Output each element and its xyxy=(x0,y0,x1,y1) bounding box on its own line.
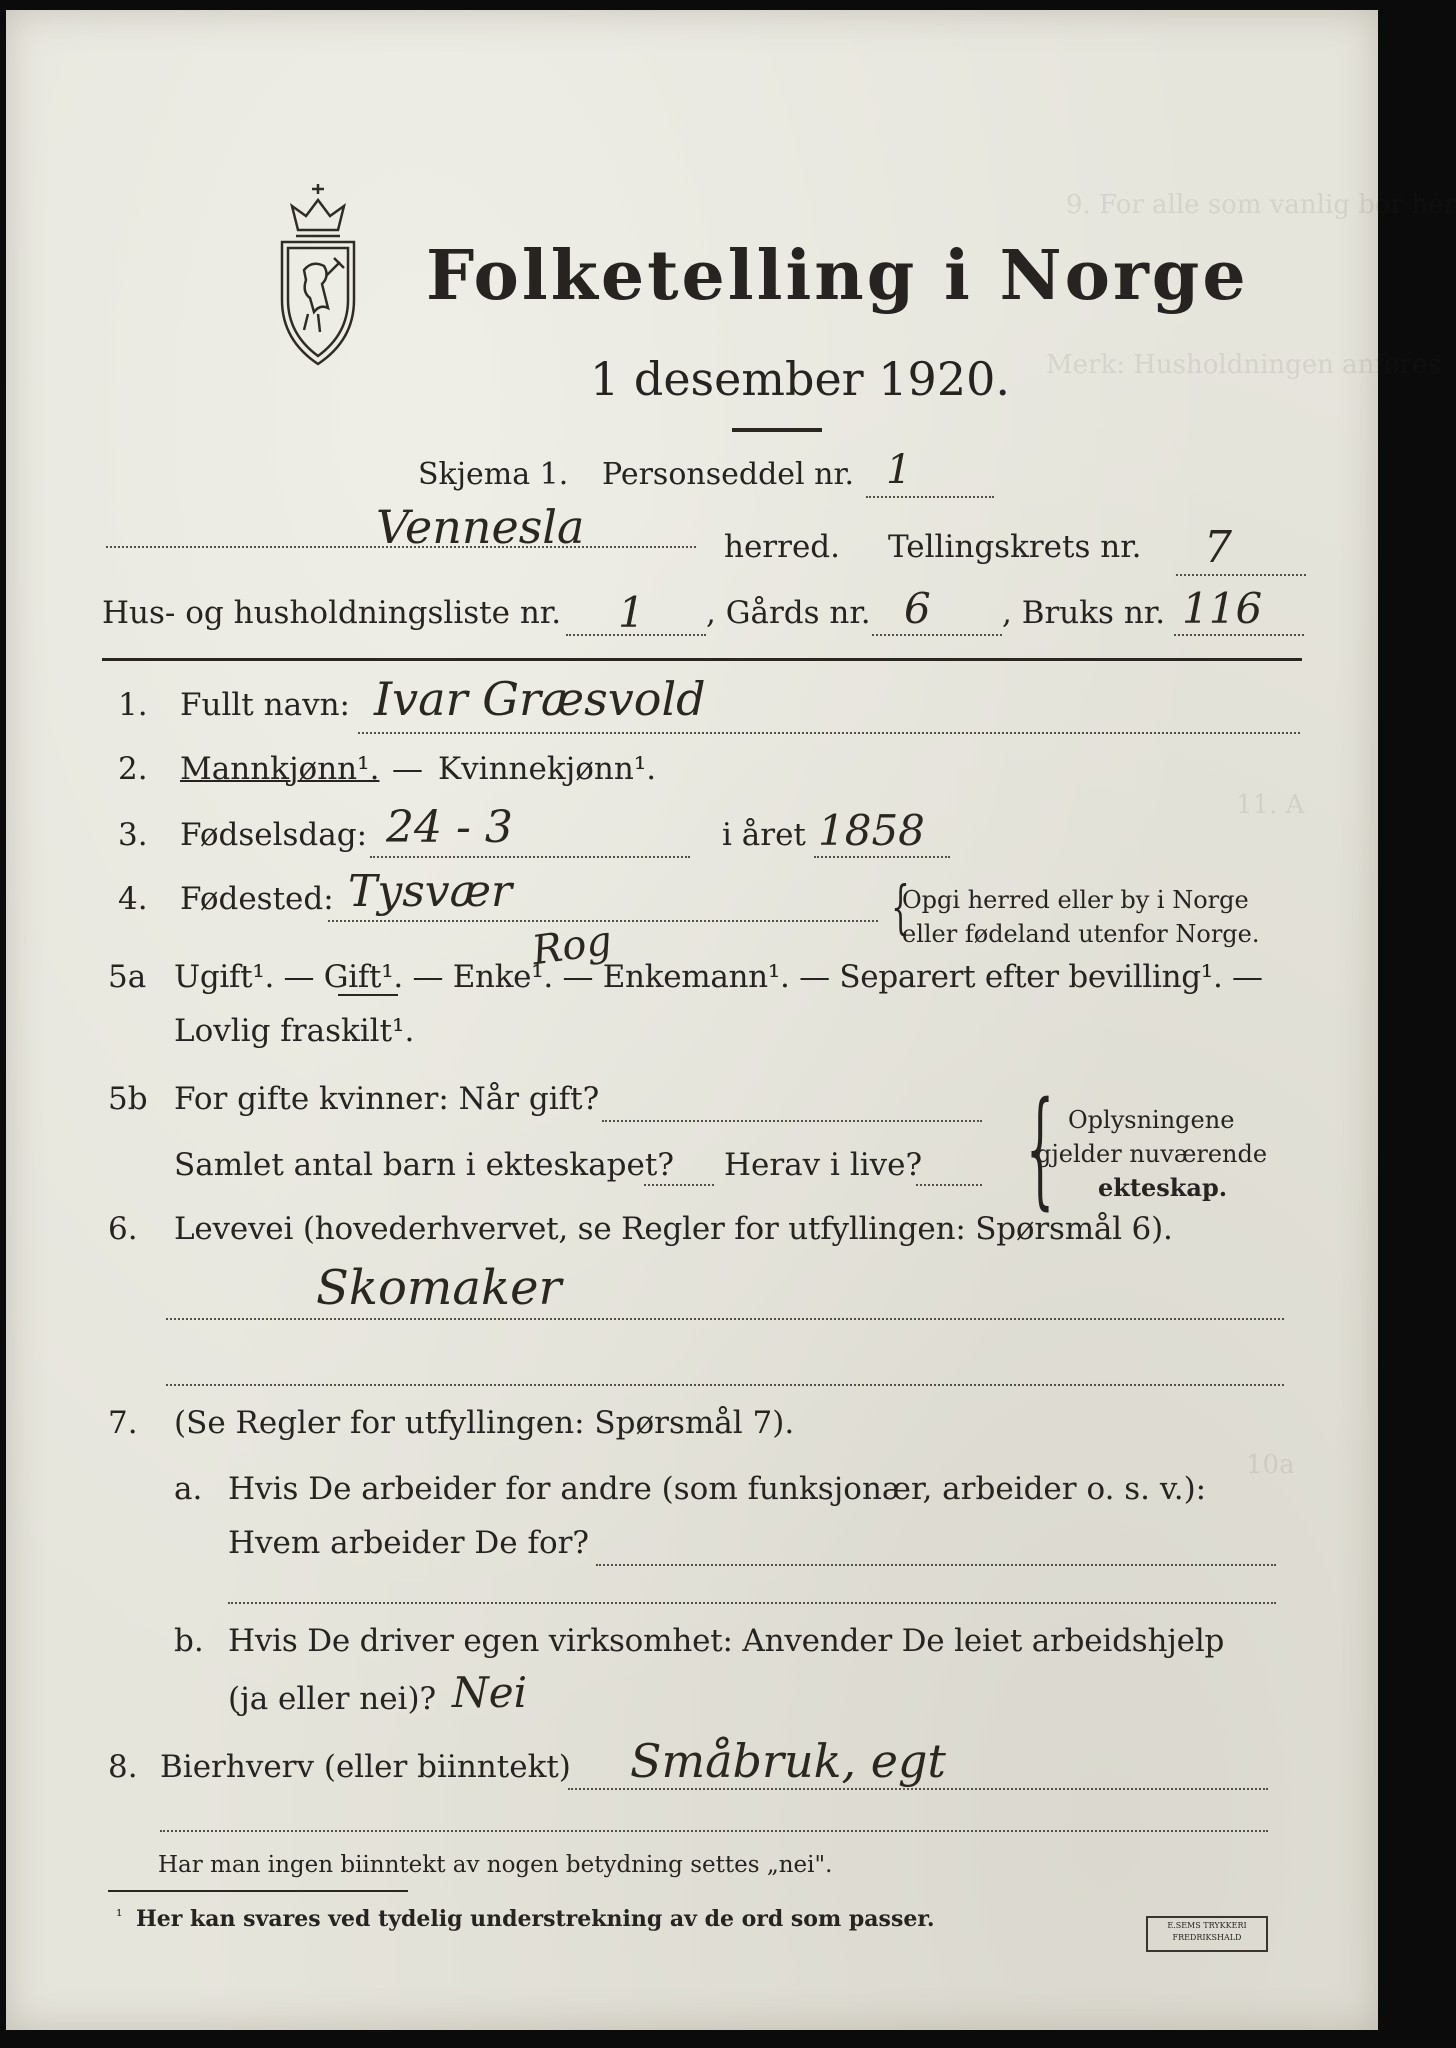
side-income-value[interactable]: Småbruk, egt xyxy=(630,1734,946,1788)
herred-label: herred. xyxy=(724,529,840,565)
q5b-alive-label: Herav i live? xyxy=(724,1147,923,1183)
bleed-through-text: Merk: Husholdningen anføres xyxy=(1046,350,1441,380)
q4-note-line1: Opgi herred eller by i Norge xyxy=(902,886,1249,914)
birthyear-value[interactable]: 1858 xyxy=(818,806,925,855)
marital-status-options[interactable]: Ugift¹. — Gift¹. — Enke¹. — Enkemann¹. — Separert efter bevilling¹. — xyxy=(174,959,1263,995)
printer-stamp-line2: FREDRIKSHALD xyxy=(1172,1933,1242,1942)
intro-separator xyxy=(102,658,1302,661)
gards-label: , Gårds nr. xyxy=(706,595,871,631)
q5a-number: 5a xyxy=(108,959,147,995)
q7a-letter: a. xyxy=(174,1471,203,1507)
full-name-value[interactable]: Ivar Græsvold xyxy=(374,672,706,726)
occupation-value[interactable]: Skomaker xyxy=(316,1260,562,1316)
form-date: 1 desember 1920. xyxy=(590,352,1010,406)
bleed-through-text: 9. For alle som vanlig bor her xyxy=(1066,190,1456,220)
q7a-line1: Hvis De arbeider for andre (som funksjonær, arbeider o. s. v.): xyxy=(228,1471,1207,1507)
q6-number: 6. xyxy=(108,1211,138,1247)
husliste-label: Hus- og husholdningsliste nr. xyxy=(102,595,562,631)
form-title: Folketelling i Norge xyxy=(426,236,1249,316)
marital-status-options-line2[interactable]: Lovlig fraskilt¹. xyxy=(174,1013,415,1049)
printer-stamp xyxy=(1146,1916,1268,1952)
hired-help-value[interactable]: Nei xyxy=(452,1668,528,1717)
q7b-line1: Hvis De driver egen virksomhet: Anvender De leiet arbeidshjelp xyxy=(228,1623,1225,1659)
q3-label: Fødselsdag: xyxy=(180,817,368,853)
side-income-note: Har man ingen biinntekt av nogen betydning settes „nei". xyxy=(158,1852,833,1878)
q1-line xyxy=(358,732,1300,734)
footnote-mark: ¹ xyxy=(116,1906,123,1925)
employer-line-1 xyxy=(596,1564,1276,1566)
q8-label: Bierhverv (eller biinntekt) xyxy=(160,1749,571,1785)
alive-line xyxy=(916,1184,982,1186)
employer-line-2 xyxy=(228,1602,1276,1604)
q7b-line2: (ja eller nei)? xyxy=(228,1681,437,1717)
footnote-rule xyxy=(108,1890,408,1892)
occupation-line-2 xyxy=(166,1384,1284,1386)
bleed-through-text: 11. A xyxy=(1236,790,1305,820)
husliste-value[interactable]: 1 xyxy=(618,588,645,637)
q5b-number: 5b xyxy=(108,1081,148,1117)
gards-line xyxy=(872,634,1002,636)
birthyear-line xyxy=(814,856,950,858)
schema-label: Skjema 1. xyxy=(418,457,569,492)
q5b-note2: gjelder nuværende xyxy=(1036,1140,1268,1168)
occupation-line-1 xyxy=(166,1318,1284,1320)
q5b-note1: Oplysningene xyxy=(1068,1106,1235,1134)
q4-label: Fødested: xyxy=(180,881,334,917)
gender-male-option[interactable]: Mannkjønn¹. xyxy=(180,751,380,787)
tellingskrets-line xyxy=(1176,574,1306,576)
q5b-brace: { xyxy=(1026,1075,1055,1222)
gards-value[interactable]: 6 xyxy=(904,584,931,633)
birthyear-label: i året xyxy=(722,817,806,853)
title-divider xyxy=(732,428,822,432)
gender-separator: — xyxy=(392,751,423,787)
gift-underline xyxy=(338,994,398,996)
personseddel-line xyxy=(866,496,994,498)
herred-value[interactable]: Vennesla xyxy=(376,500,585,554)
q7-label: (Se Regler for utfyllingen: Spørsmål 7). xyxy=(174,1405,795,1441)
q4-number: 4. xyxy=(118,881,148,917)
bruks-value[interactable]: 116 xyxy=(1182,584,1263,633)
q4-note-line2: eller fødeland utenfor Norge. xyxy=(902,920,1260,948)
personseddel-label: Personseddel nr. xyxy=(602,457,855,492)
marital-handwritten-note[interactable]: Rog xyxy=(529,917,615,975)
tellingskrets-label: Tellingskrets nr. xyxy=(888,529,1142,565)
q5b-married-when-label: For gifte kvinner: Når gift? xyxy=(174,1081,600,1117)
married-when-line xyxy=(602,1120,982,1122)
q8-number: 8. xyxy=(108,1749,138,1785)
side-income-line-1 xyxy=(568,1788,1268,1790)
q5b-children-label: Samlet antal barn i ekteskapet? xyxy=(174,1147,674,1183)
q7a-line2: Hvem arbeider De for? xyxy=(228,1525,590,1561)
gender-female-option[interactable]: Kvinnekjønn¹. xyxy=(438,751,657,787)
birthdate-value[interactable]: 24 - 3 xyxy=(386,802,513,853)
side-income-line-2 xyxy=(160,1830,1268,1832)
bruks-label: , Bruks nr. xyxy=(1002,595,1166,631)
q3-number: 3. xyxy=(118,817,148,853)
footnote-text: Her kan svares ved tydelig understrekning av de ord som passer. xyxy=(136,1906,935,1932)
q7b-letter: b. xyxy=(174,1623,204,1659)
q4-brace: { xyxy=(891,873,910,941)
q6-label: Levevei (hovederhvervet, se Regler for utfyllingen: Spørsmål 6). xyxy=(174,1211,1173,1247)
personseddel-value[interactable]: 1 xyxy=(886,447,912,493)
q1-number: 1. xyxy=(118,687,148,723)
printer-stamp-line1: E.SEMS TRYKKERI xyxy=(1167,1921,1247,1930)
q2-number: 2. xyxy=(118,751,148,787)
birthdate-line xyxy=(370,856,690,858)
children-line xyxy=(644,1184,714,1186)
census-form-page xyxy=(6,10,1456,2030)
bleed-through-text: 10a xyxy=(1246,1450,1295,1480)
q1-label: Fullt navn: xyxy=(180,687,350,723)
bruks-line xyxy=(1174,634,1304,636)
q7-number: 7. xyxy=(108,1405,138,1441)
norwegian-coat-of-arms-icon xyxy=(268,180,368,370)
tellingskrets-value[interactable]: 7 xyxy=(1204,522,1232,573)
birthplace-value[interactable]: Tysvær xyxy=(348,866,513,917)
q5b-note3: ekteskap. xyxy=(1098,1173,1228,1202)
